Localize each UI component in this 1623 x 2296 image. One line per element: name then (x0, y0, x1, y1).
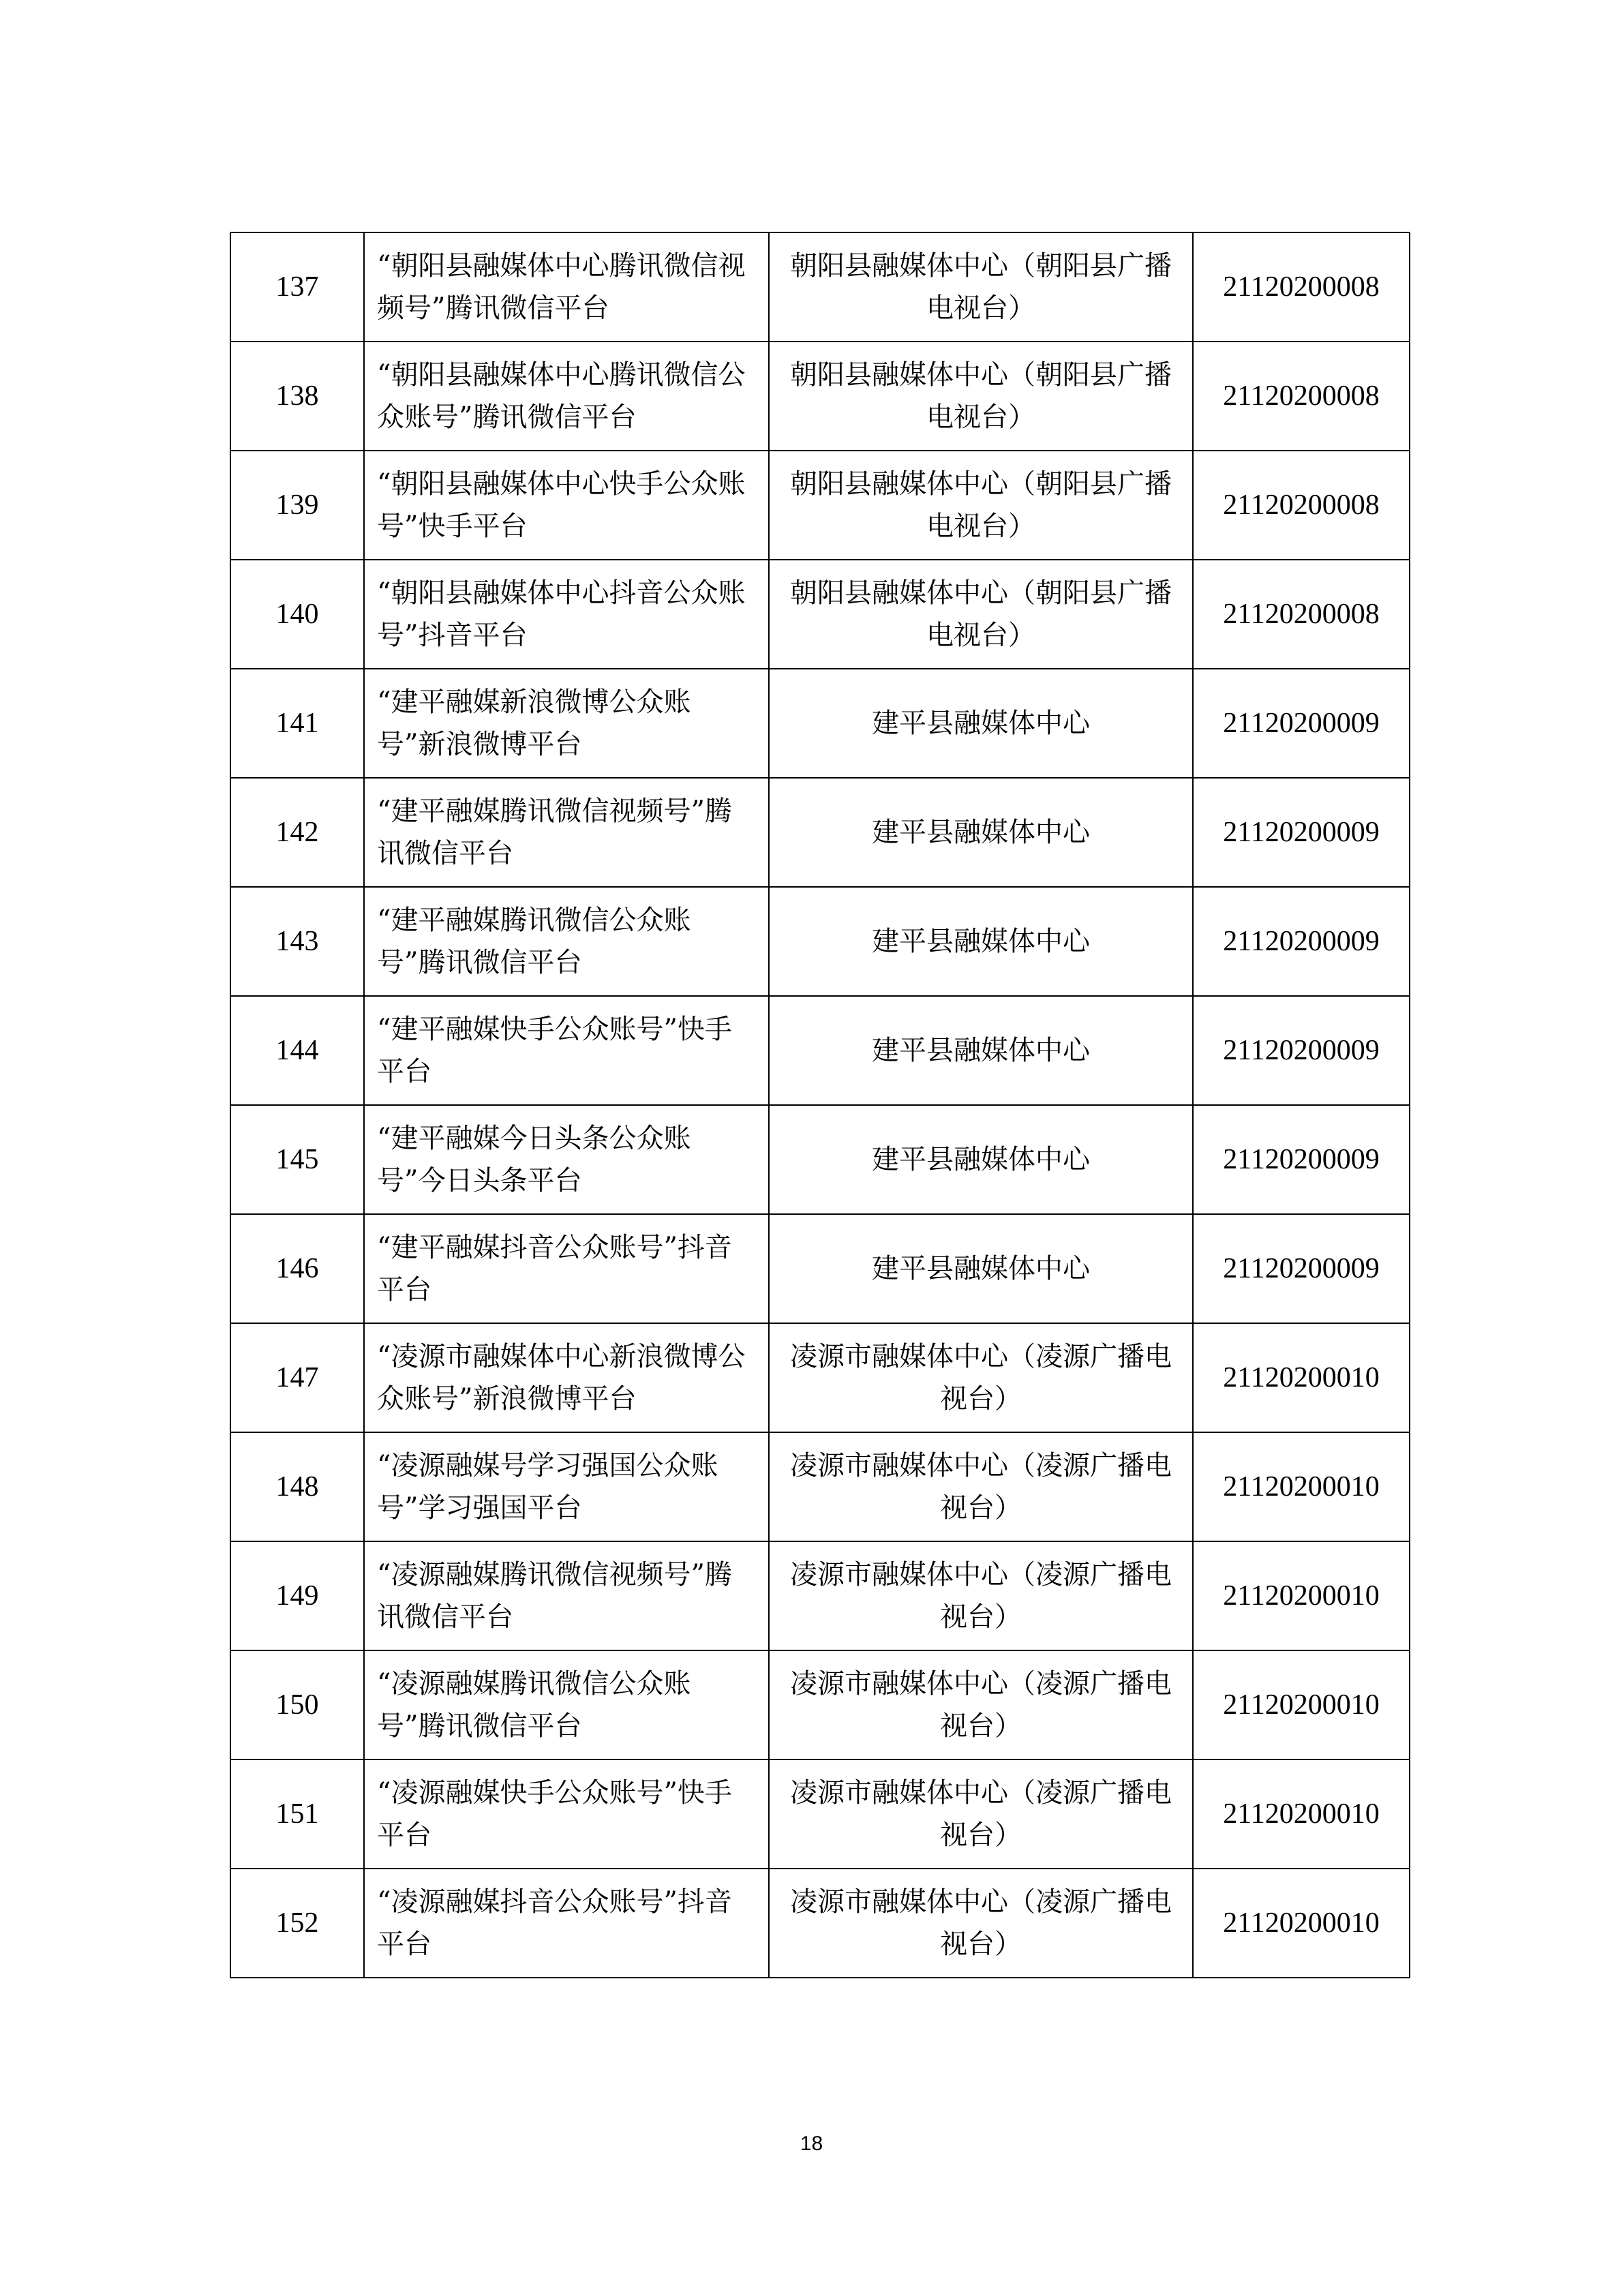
registration-code-cell: 21120200009 (1193, 1214, 1410, 1323)
organization-cell: 建平县融媒体中心 (769, 996, 1193, 1105)
row-number-cell: 140 (230, 560, 364, 669)
account-name-cell: “朝阳县融媒体中心快手公众账号”快手平台 (364, 451, 769, 560)
row-number-cell: 147 (230, 1323, 364, 1432)
registry-table-body (230, 232, 1410, 1978)
registration-code-cell: 21120200009 (1193, 996, 1410, 1105)
row-number-cell: 138 (230, 342, 364, 451)
row-number-cell: 143 (230, 887, 364, 996)
page-number: 18 (800, 2132, 823, 2155)
organization-cell: 凌源市融媒体中心（凌源广播电视台） (769, 1541, 1193, 1650)
account-name-cell: “建平融媒新浪微博公众账号”新浪微博平台 (364, 669, 769, 778)
account-name-cell: “凌源融媒快手公众账号”快手平台 (364, 1759, 769, 1869)
organization-cell: 凌源市融媒体中心（凌源广播电视台） (769, 1432, 1193, 1541)
registration-code-cell: 21120200010 (1193, 1323, 1410, 1432)
table-row (230, 669, 1410, 778)
row-number-cell: 150 (230, 1650, 364, 1759)
organization-cell: 建平县融媒体中心 (769, 887, 1193, 996)
account-name-cell: “建平融媒腾讯微信公众账号”腾讯微信平台 (364, 887, 769, 996)
table-row (230, 778, 1410, 887)
account-name-cell: “建平融媒今日头条公众账号”今日头条平台 (364, 1105, 769, 1214)
registration-code-cell: 21120200009 (1193, 669, 1410, 778)
registry-table (230, 232, 1410, 1978)
table-row (230, 1105, 1410, 1214)
row-number-cell: 141 (230, 669, 364, 778)
registration-code-cell: 21120200010 (1193, 1432, 1410, 1541)
organization-cell: 建平县融媒体中心 (769, 1214, 1193, 1323)
registration-code-cell: 21120200010 (1193, 1650, 1410, 1759)
account-name-cell: “朝阳县融媒体中心抖音公众账号”抖音平台 (364, 560, 769, 669)
registration-code-cell: 21120200010 (1193, 1869, 1410, 1978)
registration-code-cell: 21120200008 (1193, 451, 1410, 560)
row-number-cell: 152 (230, 1869, 364, 1978)
row-number-cell: 149 (230, 1541, 364, 1650)
table-row (230, 1323, 1410, 1432)
table-row (230, 560, 1410, 669)
row-number-cell: 139 (230, 451, 364, 560)
table-row (230, 1869, 1410, 1978)
row-number-cell: 145 (230, 1105, 364, 1214)
organization-cell: 凌源市融媒体中心（凌源广播电视台） (769, 1323, 1193, 1432)
account-name-cell: “凌源融媒抖音公众账号”抖音平台 (364, 1869, 769, 1978)
registration-code-cell: 21120200008 (1193, 232, 1410, 342)
row-number-cell: 142 (230, 778, 364, 887)
row-number-cell: 148 (230, 1432, 364, 1541)
organization-cell: 朝阳县融媒体中心（朝阳县广播电视台） (769, 560, 1193, 669)
registration-code-cell: 21120200009 (1193, 887, 1410, 996)
registration-code-cell: 21120200009 (1193, 1105, 1410, 1214)
account-name-cell: “凌源市融媒体中心新浪微博公众账号”新浪微博平台 (364, 1323, 769, 1432)
organization-cell: 建平县融媒体中心 (769, 1105, 1193, 1214)
registration-code-cell: 21120200008 (1193, 342, 1410, 451)
table-row (230, 1541, 1410, 1650)
table-row (230, 996, 1410, 1105)
account-name-cell: “凌源融媒号学习强国公众账号”学习强国平台 (364, 1432, 769, 1541)
table-row (230, 342, 1410, 451)
organization-cell: 凌源市融媒体中心（凌源广播电视台） (769, 1650, 1193, 1759)
registration-code-cell: 21120200009 (1193, 778, 1410, 887)
account-name-cell: “建平融媒腾讯微信视频号”腾讯微信平台 (364, 778, 769, 887)
account-name-cell: “建平融媒快手公众账号”快手平台 (364, 996, 769, 1105)
account-name-cell: “建平融媒抖音公众账号”抖音平台 (364, 1214, 769, 1323)
table-row (230, 887, 1410, 996)
table-row (230, 451, 1410, 560)
table-row (230, 1432, 1410, 1541)
account-name-cell: “凌源融媒腾讯微信视频号”腾讯微信平台 (364, 1541, 769, 1650)
row-number-cell: 144 (230, 996, 364, 1105)
organization-cell: 建平县融媒体中心 (769, 778, 1193, 887)
registration-code-cell: 21120200010 (1193, 1759, 1410, 1869)
row-number-cell: 137 (230, 232, 364, 342)
organization-cell: 朝阳县融媒体中心（朝阳县广播电视台） (769, 232, 1193, 342)
table-row (230, 232, 1410, 342)
organization-cell: 建平县融媒体中心 (769, 669, 1193, 778)
table-row (230, 1759, 1410, 1869)
account-name-cell: “凌源融媒腾讯微信公众账号”腾讯微信平台 (364, 1650, 769, 1759)
row-number-cell: 151 (230, 1759, 364, 1869)
organization-cell: 朝阳县融媒体中心（朝阳县广播电视台） (769, 342, 1193, 451)
organization-cell: 凌源市融媒体中心（凌源广播电视台） (769, 1759, 1193, 1869)
organization-cell: 朝阳县融媒体中心（朝阳县广播电视台） (769, 451, 1193, 560)
table-row (230, 1214, 1410, 1323)
account-name-cell: “朝阳县融媒体中心腾讯微信公众账号”腾讯微信平台 (364, 342, 769, 451)
registration-code-cell: 21120200008 (1193, 560, 1410, 669)
organization-cell: 凌源市融媒体中心（凌源广播电视台） (769, 1869, 1193, 1978)
registration-code-cell: 21120200010 (1193, 1541, 1410, 1650)
table-row (230, 1650, 1410, 1759)
account-name-cell: “朝阳县融媒体中心腾讯微信视频号”腾讯微信平台 (364, 232, 769, 342)
row-number-cell: 146 (230, 1214, 364, 1323)
